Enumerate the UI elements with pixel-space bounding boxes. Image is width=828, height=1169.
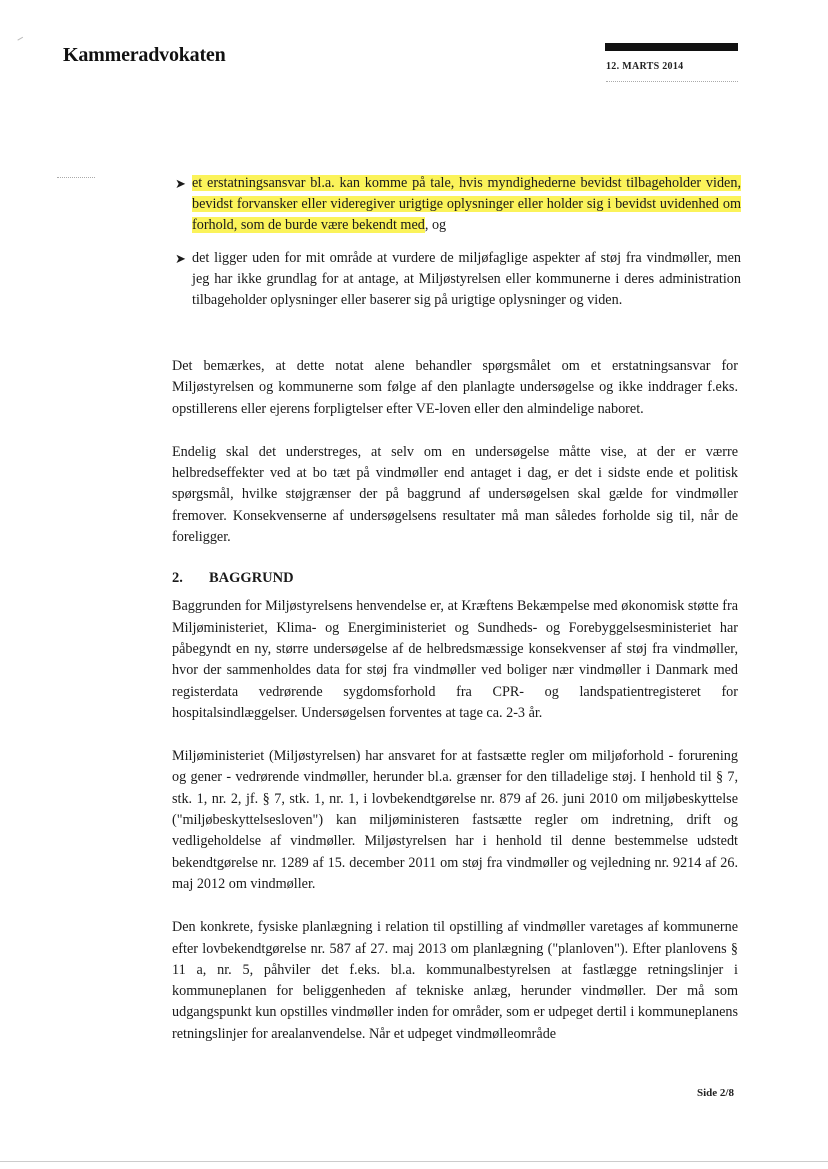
- document-date: 12. MARTS 2014: [606, 61, 684, 72]
- section-title: BAGGRUND: [209, 570, 294, 587]
- paragraph: Det bemærkes, at dette notat alene behandler spørgsmålet om et erstatningsansvar for Miljøstyrelsen og kommunerne som følge af den planlagte undersøgelse og ikke inddrager f.eks. opstillerens eller ejerens forpligtelser efter VE-loven eller den almindelige naboret.: [172, 358, 738, 417]
- scan-mark: [17, 37, 24, 43]
- bullet-item: [175, 173, 741, 236]
- margin-mark: [57, 177, 95, 178]
- date-divider: [606, 81, 738, 82]
- footer-divider: [0, 1161, 828, 1162]
- bullet-list: [175, 173, 741, 323]
- paragraph: Den konkrete, fysiske planlægning i relation til opstilling af vindmøller varetages af kommunerne efter lovbekendtgørelse nr. 587 af 27. maj 2013 om planlægning ("planloven"). Efter planlovens § 11 a, nr. 5, påhviler det f.eks. bl.a. kommunalbestyrelsen at fastlægge retningslinjer i kommuneplanen for beliggenheden af tekniske anlæg, herunder vindmøller. Der må som udgangspunkt kun opstilles vindmøller inden for områder, som er udpeget dertil i kommuneplanens retningslinjer for arealanvendelse. Når et udpeget vindmølleområde: [172, 919, 738, 1042]
- date-redaction-bar: [605, 43, 738, 51]
- paragraph: Miljøministeriet (Miljøstyrelsen) har ansvaret for at fastsætte regler om miljøforhold - forurening og gener - vedrørende vindmøller, herunder bl.a. grænser for den tilladelige støj. I henhold til § 7, stk. 1, nr. 2, jf. § 7, stk. 1, nr. 1, i lovbekendtgørelse nr. 879 af 26. juni 2010 om miljøbeskyttelse ("miljøbeskyttelsesloven") kan miljøministeren fastsætte regler om indretning, drift og vedligeholdelse af vindmøller. Miljøstyrelsen har i henhold til denne bestemmelse udstedt bekendtgørelse nr. 1289 af 15. december 2011 om støj fra vindmøller og vejledning nr. 9214 af 26. maj 2012 om vindmøller.: [172, 748, 738, 892]
- bullet-text: det ligger uden for mit område at vurdere de miljøfaglige aspekter af støj fra vindmøller, men jeg har ikke grundlag for at antage, at Miljøstyrelsen eller kommunerne i deres administration tilbageholder oplysninger eller baserer sig på urigtige oplysninger og viden.: [192, 250, 741, 308]
- section-heading: [172, 570, 738, 587]
- highlighted-text: et erstatningsansvar bl.a. kan komme på tale, hvis myndighederne bevidst tilbageholder viden, bevidst forvansker eller videregiver urigtige oplysninger eller holder sig i bevidst uvidenhed om forhold, som de burde være bekendt med: [192, 175, 741, 233]
- section-number: 2.: [172, 570, 183, 587]
- body-content: [172, 356, 738, 1067]
- arrowhead-bullet-icon: ➤: [175, 251, 186, 266]
- arrowhead-bullet-icon: ➤: [175, 176, 186, 191]
- paragraph: Baggrunden for Miljøstyrelsens henvendelse er, at Kræftens Bekæmpelse med økonomisk støtte fra Miljøministeriet, Klima- og Energiministeriet og Sundheds- og Forebyggelsesministeriet har påbegyndt en ny, større undersøgelse af de helbredsmæssige konsekvenser af støj fra vindmøller, hvor der sammenholdes data for støj fra vindmøller ved boliger nær vindmøller i Danmark med registerdata vedrørende sygdomsforhold fra CPR- og landspatientregisteret for hospitalsindlæggelser. Undersøgelsen forventes at tage ca. 2-3 år.: [172, 598, 738, 721]
- paragraph: Endelig skal det understreges, at selv om en undersøgelse måtte vise, at der er værre helbredseffekter ved at bo tæt på vindmøller end antaget i dag, er det i sidste ende et politisk spørgsmål, hvilke støjgrænser der på baggrund af undersøgelsen skal gælde for vindmøller fremover. Konsekvenserne af undersøgelsens resultater må man således forholde sig til, når de foreligger.: [172, 443, 738, 546]
- firm-name: Kammeradvokaten: [63, 44, 226, 66]
- bullet-item: [175, 248, 741, 311]
- bullet-trailing-text: , og: [424, 217, 447, 233]
- page-number: Side 2/8: [697, 1087, 734, 1099]
